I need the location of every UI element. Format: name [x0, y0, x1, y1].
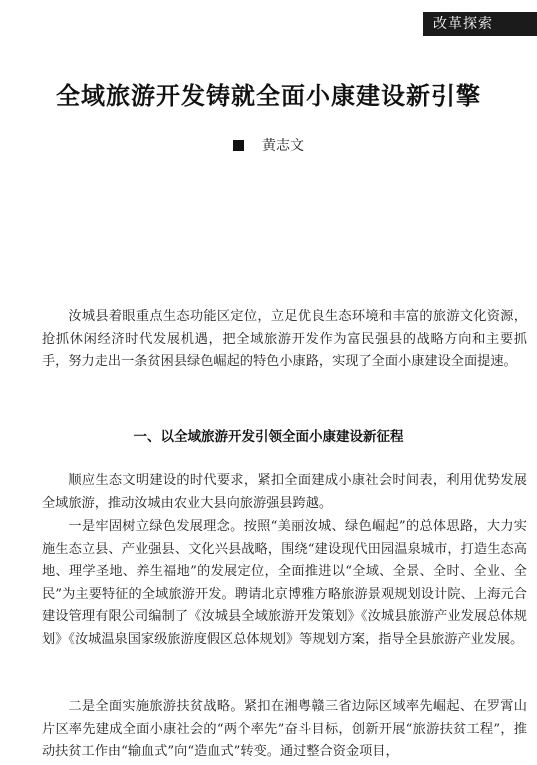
- author-name: 黄志文: [262, 138, 304, 154]
- intro-paragraph: 汝城县着眼重点生态功能区定位，立足优良生态环境和丰富的旅游文化资源，抢抓休闲经济时代发展机遇，把全域旅游开发作为富民强县的战略方向和主要抓手，努力走出一条贫困县绿色崛起的特色小康路，实现了全面小康建设全面提速。: [42, 309, 527, 370]
- section-paragraph: 一是牢固树立绿色发展理念。按照“美丽汝城、绿色崛起”的总体思路，大力实施生态立县、产业强县、文化兴县战略，围绕“建设现代田园温泉城市，打造生态高地、理学圣地、养生福地”的发展定位，全面推进以“全域、全景、全时、全业、全民”为主要特征的全域旅游开发。聘请北京博雅方略旅游景观规划设计院、上海元合建设管理有限公司编制了《汝城县全域旅游开发策划》《汝城县旅游产业发展总体规划》《汝城温泉国家级旅游度假区总体规划》等规划方案，指导全县旅游产业发展。: [42, 519, 527, 647]
- byline-square-icon: [233, 140, 244, 151]
- section-paragraph: 二是全面实施旅游扶贫战略。紧扣在湘粤赣三省边际区域率先崛起、在罗霄山片区率先建成全面小康社会的“两个率先”奋斗目标，创新开展“旅游扶贫工程”，推动扶贫工作由“输血式”向“造血式”转变。通过整合资金项目，: [42, 699, 527, 760]
- column-tag: 改革探索: [423, 12, 537, 36]
- section-paragraph: 顺应生态文明建设的时代要求，紧扣全面建成小康社会时间表，利用优势发展全域旅游，推动汝城由农业大县向旅游强县跨越。: [42, 473, 527, 511]
- byline: [0, 135, 537, 155]
- section-heading: 一、以全域旅游开发引领全面小康建设新征程: [133, 429, 404, 445]
- article-title: 全域旅游开发铸就全面小康建设新引擎: [56, 82, 481, 110]
